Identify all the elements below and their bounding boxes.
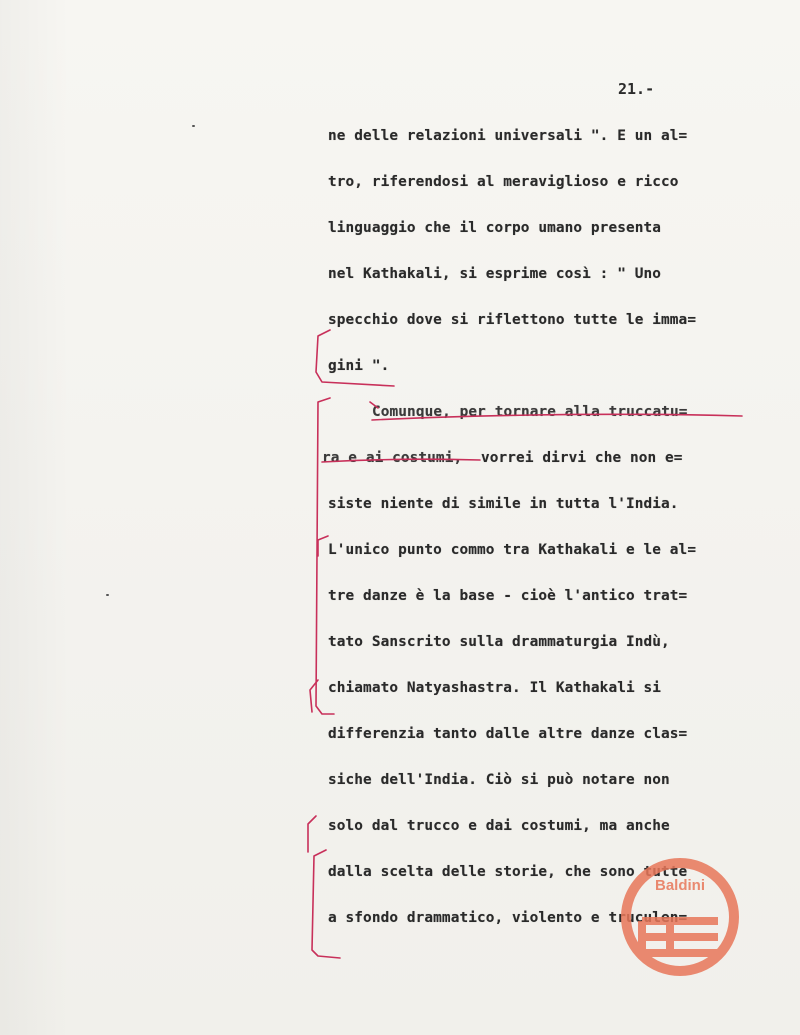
paper-fold-shadow <box>0 0 70 1035</box>
text-line-15: siche dell'India. Ciò si può notare non <box>328 772 670 788</box>
text-line-14: differenzia tanto dalle altre danze clas= <box>328 726 688 742</box>
bracket-mark-5 <box>308 816 316 852</box>
text-line-13: chiamato Natyashastra. Il Kathakali si <box>328 680 662 696</box>
struck-line-7: Comunque, per tornare alla truccatu= <box>372 404 688 420</box>
text-line-3: linguaggio che il corpo umano presenta <box>328 220 662 236</box>
text-line-2: tro, riferendosi al meraviglioso e ricco <box>328 174 679 190</box>
text-line-11: tre danze è la base - cioè l'antico trat= <box>328 588 688 604</box>
struck-phrase: ra e ai costumi, <box>322 450 463 466</box>
text-line-8-continuation: vorrei dirvi che non e= <box>481 450 683 466</box>
text-line-9: siste niente di simile in tutta l'India. <box>328 496 679 512</box>
paper-speck <box>106 594 109 596</box>
text-line-10: L'unico punto commo tra Kathakali e le al= <box>328 542 697 558</box>
text-line-5: specchio dove si riflettono tutte le imma= <box>328 312 697 328</box>
stamp-logo <box>620 857 740 977</box>
text-line-6: gini ". <box>328 358 390 374</box>
bracket-mark-4 <box>310 680 318 712</box>
text-line-16: solo dal trucco e dai costumi, ma anche <box>328 818 670 834</box>
bracket-mark-3 <box>318 536 328 556</box>
paper-speck <box>192 125 195 127</box>
text-line-4: nel Kathakali, si esprime così : " Uno <box>328 266 662 282</box>
page-number: 21.- <box>618 80 655 98</box>
text-line-17: dalla scelta delle storie, che sono tutte <box>328 864 688 880</box>
text-line-8 <box>322 450 683 466</box>
text-line-12: tato Sanscrito sulla drammaturgia Indù, <box>328 634 670 650</box>
baldini-stamp <box>620 857 740 977</box>
text-line-18: a sfondo drammatico, violento e truculen= <box>328 910 688 926</box>
text-line-1: ne delle relazioni universali ". E un al= <box>328 128 688 144</box>
stamp-label: Baldini <box>654 877 705 894</box>
